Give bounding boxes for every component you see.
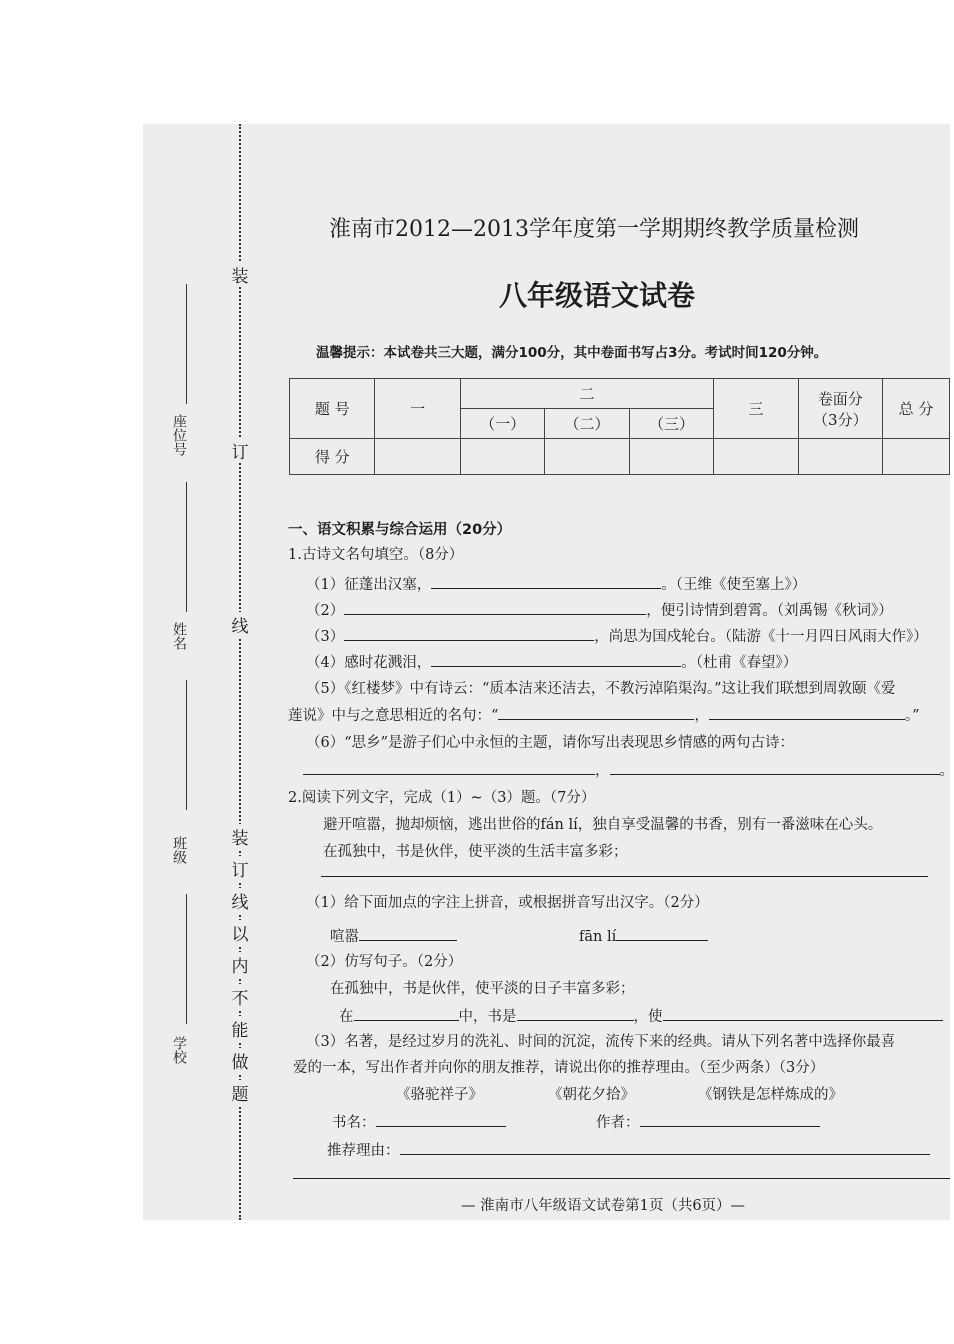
notice: 温馨提示：本试卷共三大题，满分100分，其中卷面书写占3分。考试时间120分钟。 xyxy=(316,345,828,361)
q1-line-2: （2） ，便引诗情到碧霄。（刘禹锡《秋词》） xyxy=(306,598,893,620)
q2-sub-3: （3）名著，是经过岁月的洗礼、时间的沉淀，流传下来的经典。请从下列名著中选择你最喜 xyxy=(306,1034,896,1050)
binding-char: 订 xyxy=(227,856,253,881)
answer-blank[interactable] xyxy=(610,758,940,775)
q1-line-4: （4）感时花溅泪， 。（杜甫《春望》） xyxy=(306,650,797,672)
exam-subtitle: 八年级语文试卷 xyxy=(499,279,696,312)
author-field: 作者： xyxy=(596,1110,820,1132)
binding-char: 做 xyxy=(227,1048,253,1073)
book-option: 《骆驼祥子》 xyxy=(396,1087,483,1103)
answer-blank[interactable] xyxy=(344,598,646,615)
answer-blank[interactable] xyxy=(303,758,595,775)
blank-line xyxy=(186,894,187,1024)
q1-line-5b: 莲说》中与之意思相近的名句：“ ， 。” xyxy=(288,703,920,725)
score-cell xyxy=(629,439,713,475)
header-writing-score: 卷面分 （3分） xyxy=(798,379,882,439)
header-part-1: 一 xyxy=(375,379,460,439)
name-label: 姓名 xyxy=(171,622,187,650)
answer-blank[interactable] xyxy=(400,1138,930,1155)
answer-blank[interactable] xyxy=(431,572,661,589)
score-cell xyxy=(798,439,882,475)
score-table xyxy=(289,378,950,475)
answer-blank[interactable] xyxy=(354,1004,459,1021)
binding-char: 装 xyxy=(227,262,253,287)
header-part-3: 三 xyxy=(714,379,798,439)
answer-blank[interactable] xyxy=(709,703,905,720)
answer-blank[interactable] xyxy=(616,924,708,941)
header-sub-1: （一） xyxy=(460,409,544,439)
q1-line-3: （3） ，尚思为国戍轮台。（陆游《十一月四日风雨大作》） xyxy=(306,624,928,646)
binding-char: 装 xyxy=(227,824,253,849)
header-part-2: 二 xyxy=(460,379,713,409)
book-name-field: 书名： xyxy=(332,1110,506,1132)
seat-number-label: 座位号 xyxy=(171,414,187,456)
q2-sub-2-answer: 在 中，书是 ，使 xyxy=(339,1004,943,1026)
blank-line xyxy=(186,680,187,810)
reason-answer-line[interactable] xyxy=(293,1178,950,1179)
q1-stem: 1.古诗文名句填空。（8分） xyxy=(288,547,464,563)
book-option: 《朝花夕拾》 xyxy=(548,1087,635,1103)
row-score-label: 得 分 xyxy=(290,439,375,475)
exam-page xyxy=(143,124,954,1220)
header-sub-2: （二） xyxy=(545,409,629,439)
answer-blank[interactable] xyxy=(640,1110,820,1127)
header-sub-3: （三） xyxy=(629,409,713,439)
q2-sub-1-item-a: 喧嚣 xyxy=(330,924,457,946)
score-cell xyxy=(883,439,950,475)
score-cell xyxy=(460,439,544,475)
q1-line-1: （1）征蓬出汉塞， 。（王维《使至塞上》） xyxy=(306,572,806,594)
binding-char: 订 xyxy=(227,438,253,463)
binding-char: 内 xyxy=(227,952,253,977)
passage-answer-line[interactable] xyxy=(321,876,928,877)
q1-line-6: （6）“思乡”是游子们心中永恒的主题，请你写出表现思乡情感的两句古诗： xyxy=(306,735,795,751)
book-option: 《钢铁是怎样炼成的》 xyxy=(698,1087,843,1103)
reason-field: 推荐理由： xyxy=(327,1138,930,1160)
q1-line-6-answers: ， 。 xyxy=(303,758,954,780)
q2-sub-1: （1）给下面加点的字注上拼音，或根据拼音写出汉字。（2分） xyxy=(306,895,709,911)
section-heading: 一、语文积累与综合运用（20分） xyxy=(288,522,512,538)
binding-char: 以 xyxy=(227,920,253,945)
q2-passage-1: 避开喧嚣，抛却烦恼，逃出世俗的fán lí，独自享受温馨的书香，别有一番滋味在心头。 xyxy=(323,817,883,833)
q2-sub-2-example: 在孤独中，书是伙伴，使平淡的日子丰富多彩； xyxy=(330,981,635,997)
answer-blank[interactable] xyxy=(344,624,594,641)
answer-blank[interactable] xyxy=(431,650,681,667)
page-footer: — 淮南市八年级语文试卷第1页（共6页）— xyxy=(461,1198,746,1214)
binding-char: 题 xyxy=(227,1080,253,1105)
binding-char: 线 xyxy=(227,888,253,913)
answer-blank[interactable] xyxy=(498,703,694,720)
header-total: 总 分 xyxy=(883,379,950,439)
class-label: 班级 xyxy=(171,836,187,864)
score-cell xyxy=(545,439,629,475)
q2-passage-2: 在孤独中，书是伙伴，使平淡的生活丰富多彩； xyxy=(323,844,628,860)
binding-char: 线 xyxy=(227,612,253,637)
answer-blank[interactable] xyxy=(517,1004,634,1021)
binding-char: 能 xyxy=(227,1016,253,1041)
q2-sub-1-item-b: fān lí xyxy=(579,924,708,945)
q2-sub-3-b: 爱的一本，写出作者并向你的朋友推荐，请说出你的推荐理由。（至少两条）（3分） xyxy=(293,1060,825,1076)
exam-title: 淮南市2012—2013学年度第一学期期终教学质量检测 xyxy=(329,217,859,242)
binding-char: 不 xyxy=(227,984,253,1009)
q2-sub-2: （2）仿写句子。（2分） xyxy=(306,954,463,970)
blank-line xyxy=(186,284,187,404)
header-question-number: 题 号 xyxy=(290,379,375,439)
score-cell xyxy=(375,439,460,475)
answer-blank[interactable] xyxy=(359,924,457,941)
q2-stem: 2.阅读下列文字，完成（1）~（3）题。（7分） xyxy=(288,790,596,806)
answer-blank[interactable] xyxy=(376,1110,506,1127)
score-cell xyxy=(714,439,798,475)
answer-blank[interactable] xyxy=(663,1004,943,1021)
q1-line-5: （5）《红楼梦》中有诗云：“质本洁来还洁去，不教污淖陷渠沟。”这让我们联想到周敦颐《爱 xyxy=(306,681,896,697)
school-label: 学校 xyxy=(171,1036,187,1064)
blank-line xyxy=(186,482,187,612)
